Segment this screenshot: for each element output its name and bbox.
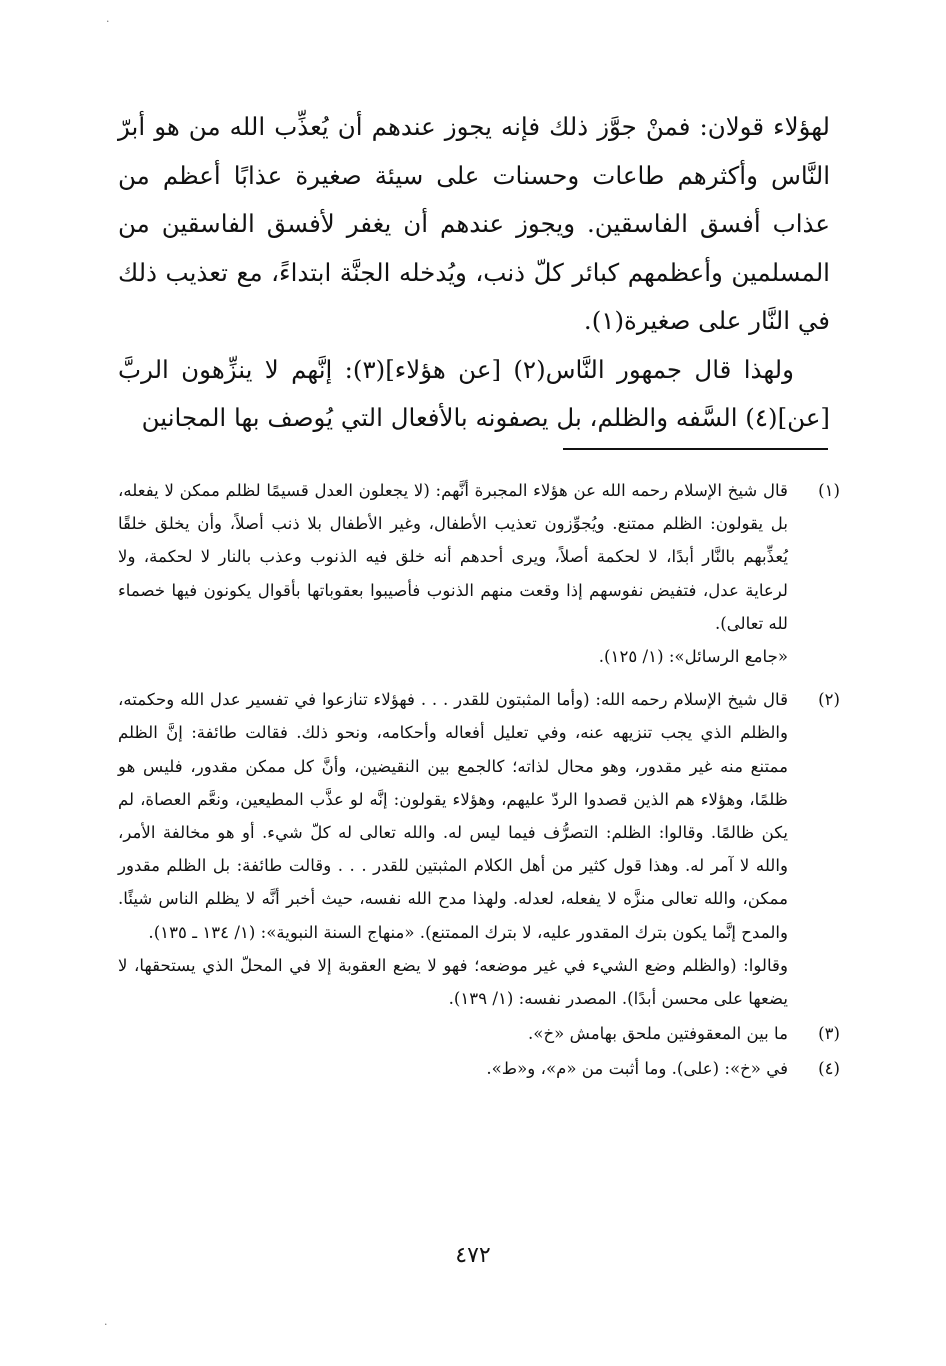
footnote-1 (118, 474, 840, 673)
footnote-body (118, 1052, 788, 1085)
footnotes (118, 474, 840, 1086)
main-paragraph-2: ولهذا قال جمهور النَّاس(٢) [عن هؤلاء](٣): إنَّهم لا ينزِّهون الربَّ [عن](٤) السَّفه والظلم، بل يصفونه بالأفعال التي يُوصف بها المجانين (118, 354, 830, 432)
footnote-body (118, 683, 788, 1015)
footnote-number: (٢) (818, 690, 840, 710)
footnote-text: قال شيخ الإسلام رحمه الله عن هؤلاء المجبرة أنَّهم: (لا يجعلون العدل قسيمًا لظلم ممكن لا يفعله، بل يقولون: الظلم ممتنع. ويُجوِّزون تعذيب الأطفال، وغير الأطفال بلا ذنب أصلاً، وأن يخلق خلقًا يُعذِّبهم بالنَّار أبدًا، لا لحكمة أصلاً، ويرى أحدهم أنه خلق فيه الذنوب وعذب بالنار لا لحكمة، ولا لرعاية عدل، فتفيض نفوسهم إذا وقعت منهم الذنوب فأصيبوا بعقوباتها بأقوال يكونون فيها خصماء لله تعالى). (118, 481, 788, 633)
scan-mark: · (104, 1318, 108, 1331)
footnote-separator (563, 448, 828, 450)
footnote-number: (٣) (818, 1024, 840, 1044)
footnote-number: (٤) (818, 1059, 840, 1079)
footnote-text: ما بين المعقوفتين ملحق بهامش «خ». (528, 1024, 788, 1044)
scan-mark: · (106, 15, 110, 28)
footnote-body (118, 1017, 788, 1050)
footnote-citation: «جامع الرسائل»: (١/ ١٢٥). (598, 647, 788, 667)
footnote-3 (118, 1017, 840, 1050)
page-number: ٤٧٢ (455, 1243, 491, 1268)
footnote-text: في «خ»: (على). وما أثبت من «م»، و«ط». (486, 1059, 788, 1079)
footnote-4 (118, 1052, 840, 1085)
footnote-body (118, 474, 788, 673)
main-text (118, 103, 830, 443)
footnote-number: (١) (818, 481, 840, 500)
footnote-text: قال شيخ الإسلام رحمه الله: (وأما المثبتون للقدر . . . فهؤلاء تنازعوا في تفسير عدل الله وحكمته، والظلم الذي يجب تنزيهه عنه، وفي تعليل أفعاله وأحكامه، ونحو ذلك. فقالت طائفة: إنَّ الظلم ممتنع منه غير مقدور، وهو محال لذاته؛ كالجمع بين النقيضين، وأنَّ كل ممكن مقدور، فليس هو ظلمًا، وهؤلاء هم الذين قصدوا الردّ عليهم، وهؤلاء يقولون: إنَّه لو عذَّب المطيعين، ونعَّم العصاة، لم يكن ظالمًا. وقالوا: الظلم: التصرُّف فيما ليس له. والله تعالى له كلّ شيء. أو هو مخالفة الأمر، والله لا آمر له. وهذا قول كثير من أهل الكلام المثبتين للقدر . . . وقالت طائفة: بل الظلم مقدور ممكن، والله تعالى منزَّه لا يفعله، لعدله. ولهذا مدح الله نفسه، حيث أخبر أنَّه لا يظلم الناس شيئًا. والمدح إنَّما يكون بترك المقدور عليه، لا بترك الممتنع). «منهاج السنة النبوية»: (١/ ١٣٤ ـ ١٣٥). (118, 690, 788, 942)
footnote-text: وقالوا: (والظلم وضع الشيء في غير موضعه؛ فهو لا يضع العقوبة إلا في المحلّ الذي يستحقها، لا يضعها على محسن أبدًا). المصدر نفسه: (١/ ١٣٩). (118, 955, 788, 1009)
main-paragraph-1: لهؤلاء قولان: فمنْ جوَّز ذلك فإنه يجوز عندهم أن يُعذِّب الله من هو أبرّ النَّاس وأكثرهم طاعات وحسنات على سيئة صغيرة عذابًا أعظم من عذاب أفسق الفاسقين. ويجوز عندهم أن يغفر لأفسق الفاسقين من المسلمين وأعظمهم كبائر كلّ ذنب، ويُدخله الجنَّة ابتداءً، مع تعذيب ذلك في النَّار على صغيرة(١). (118, 112, 830, 335)
footnote-2 (118, 683, 840, 1015)
